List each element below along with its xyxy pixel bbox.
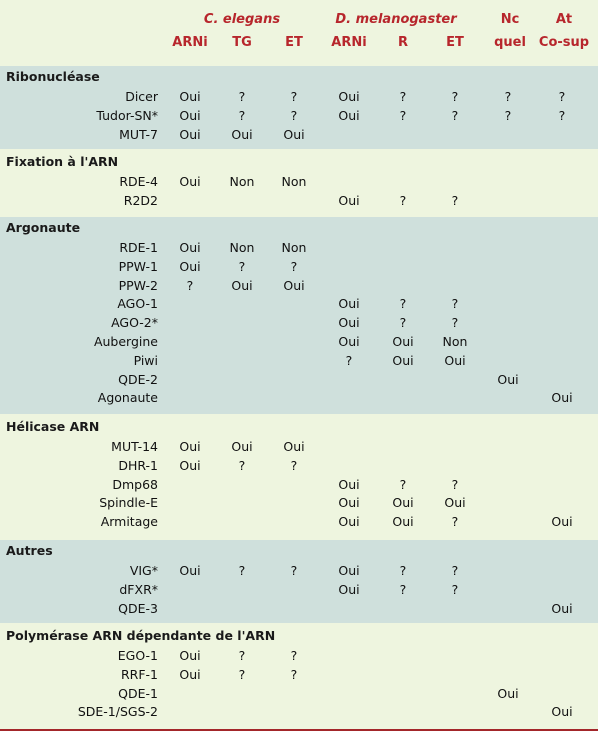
section-5: [0, 625, 598, 727]
table-cell: Oui: [551, 390, 573, 406]
table-row: [0, 88, 598, 107]
table-cell: ?: [238, 457, 246, 473]
table-cell: Oui: [338, 334, 360, 349]
table-row: [0, 600, 598, 619]
table-row: [0, 352, 598, 371]
gene-name: RDE-1: [119, 240, 158, 255]
section-title: Ribonucléase: [6, 69, 100, 84]
table-row: [0, 647, 598, 666]
table-cell: Oui: [231, 277, 253, 293]
table-cell: ?: [399, 563, 407, 578]
table-cell: Non: [442, 334, 468, 349]
section-1: [0, 151, 598, 215]
table-cell: ?: [504, 89, 512, 104]
table-cell: ?: [290, 258, 298, 274]
table-cell: ?: [399, 581, 407, 597]
table-cell: ?: [399, 476, 407, 492]
column-header-ce-tg: TG: [232, 35, 252, 50]
gene-name: Armitage: [100, 514, 158, 530]
gene-name: AGO-2*: [111, 315, 158, 331]
table-cell: Non: [281, 174, 307, 189]
table-cell: Non: [281, 240, 307, 255]
table-row: [0, 126, 598, 145]
table-cell: ?: [290, 107, 298, 123]
table-cell: ?: [451, 296, 459, 312]
gene-name: Piwi: [133, 352, 158, 368]
column-header-ce-et: ET: [285, 35, 303, 50]
table-cell: ?: [186, 277, 194, 293]
table-cell: ?: [451, 563, 459, 578]
table-cell: Oui: [392, 514, 414, 530]
table-row: [0, 295, 598, 314]
gene-name: QDE-1: [118, 685, 158, 701]
section-4: [0, 540, 598, 623]
gene-name: PPW-2: [118, 277, 158, 293]
table-row: [0, 314, 598, 333]
table-cell: ?: [290, 666, 298, 682]
table-cell: ?: [504, 107, 512, 123]
table-cell: ?: [290, 89, 298, 104]
table-cell: ?: [238, 89, 246, 104]
gene-name: Dicer: [125, 89, 158, 104]
table-cell: Oui: [231, 439, 253, 454]
table-cell: ?: [451, 192, 459, 208]
header-nc: Nc: [500, 12, 520, 27]
table-cell: Oui: [338, 514, 360, 530]
table-cell: ?: [238, 648, 246, 663]
table-cell: Oui: [179, 258, 201, 274]
gene-name: Aubergine: [93, 334, 158, 349]
table-cell: Oui: [231, 126, 253, 142]
section-title: Fixation à l'ARN: [6, 154, 119, 169]
table-cell: ?: [290, 563, 298, 578]
table-cell: ?: [399, 107, 407, 123]
table-row: [0, 703, 598, 722]
table-cell: Oui: [444, 352, 466, 368]
table-row: [0, 513, 598, 532]
table-cell: Oui: [179, 666, 201, 682]
table-cell: Oui: [283, 439, 305, 454]
table-cell: Oui: [179, 648, 201, 663]
species-d-melanogaster: D. melanogaster: [335, 12, 457, 27]
gene-name: QDE-2: [118, 371, 158, 387]
table-cell: Oui: [497, 685, 519, 701]
table-cell: Oui: [338, 563, 360, 578]
section-title: Polymérase ARN dépendante de l'ARN: [6, 628, 276, 643]
gene-name: PPW-1: [118, 258, 158, 274]
table-row: [0, 371, 598, 390]
table-row: [0, 192, 598, 211]
gene-name: Spindle-E: [99, 495, 158, 511]
table-row: [0, 562, 598, 581]
table-row: [0, 389, 598, 408]
table-cell: ?: [238, 258, 246, 274]
section-title: Argonaute: [6, 220, 81, 235]
table-cell: Oui: [179, 107, 201, 123]
species-c-elegans: C. elegans: [203, 12, 281, 27]
table-row: [0, 438, 598, 457]
section-0: [0, 66, 598, 149]
table-cell: Oui: [338, 581, 360, 597]
gene-name: R2D2: [123, 192, 158, 208]
table-cell: ?: [345, 352, 353, 368]
table-cell: Oui: [338, 495, 360, 511]
table-cell: Oui: [551, 514, 573, 530]
table-cell: Oui: [497, 371, 519, 387]
table-cell: ?: [290, 648, 298, 663]
table-cell: Oui: [338, 315, 360, 331]
table-cell: Oui: [283, 277, 305, 293]
header-nc-quel: quel: [494, 35, 526, 50]
table-row: [0, 277, 598, 296]
column-header-dm-r: R: [397, 35, 408, 50]
table-row: [0, 457, 598, 476]
gene-name: Tudor-SN*: [96, 107, 158, 123]
table-cell: Oui: [551, 704, 573, 720]
table-cell: ?: [399, 192, 407, 208]
table-cell: Oui: [392, 495, 414, 511]
table-header: [0, 0, 598, 66]
table-cell: Oui: [283, 126, 305, 142]
gene-name: SDE-1/SGS-2: [77, 704, 158, 720]
table-cell: ?: [451, 107, 459, 123]
table-row: [0, 239, 598, 258]
table-cell: ?: [451, 581, 459, 597]
table-cell: Oui: [338, 476, 360, 492]
table-row: [0, 685, 598, 704]
table-cell: ?: [238, 107, 246, 123]
table-cell: ?: [451, 315, 459, 331]
section-title: Hélicase ARN: [6, 419, 100, 434]
table-cell: Oui: [338, 192, 360, 208]
table-row: [0, 258, 598, 277]
table-cell: Oui: [179, 439, 201, 454]
table-cell: Oui: [392, 352, 414, 368]
table-cell: Oui: [179, 457, 201, 473]
section-title: Autres: [6, 543, 53, 558]
table-cell: ?: [451, 476, 459, 492]
gene-name: QDE-3: [118, 600, 158, 616]
section-3: [0, 416, 598, 538]
gene-name: dFXR*: [119, 581, 158, 597]
section-2: [0, 217, 598, 414]
table-cell: ?: [238, 563, 246, 578]
gene-name: Agonaute: [97, 390, 158, 406]
table-cell: Oui: [179, 126, 201, 142]
table-cell: Oui: [444, 495, 466, 511]
gene-name: DHR-1: [118, 457, 158, 473]
table-row: [0, 173, 598, 192]
gene-name: MUT-14: [111, 439, 158, 454]
table-cell: Oui: [179, 240, 201, 255]
gene-name: EGO-1: [117, 648, 158, 663]
header-at-cosup: Co-sup: [538, 35, 590, 50]
table-cell: ?: [558, 89, 566, 104]
table-cell: ?: [451, 89, 459, 104]
gene-name: MUT-7: [119, 126, 158, 142]
table-cell: ?: [451, 514, 459, 530]
table-cell: Oui: [179, 89, 201, 104]
table-cell: Non: [229, 174, 255, 189]
table-row: [0, 666, 598, 685]
table-cell: ?: [558, 107, 566, 123]
header-at: At: [555, 12, 573, 27]
table-row: [0, 107, 598, 126]
table-cell: ?: [399, 296, 407, 312]
column-header-dm-arni: ARNi: [331, 35, 367, 50]
table-cell: ?: [399, 315, 407, 331]
table-cell: Oui: [551, 600, 573, 616]
table-cell: ?: [238, 666, 246, 682]
table-row: [0, 476, 598, 495]
gene-name: RDE-4: [119, 174, 158, 189]
table-cell: Oui: [179, 563, 201, 578]
gene-name: VIG*: [129, 563, 158, 578]
table-cell: Oui: [338, 107, 360, 123]
table-cell: Oui: [392, 334, 414, 349]
table-row: [0, 494, 598, 513]
table-cell: Oui: [179, 174, 201, 189]
table-row: [0, 581, 598, 600]
table-row: [0, 333, 598, 352]
table-cell: Non: [229, 240, 255, 255]
table-cell: Oui: [338, 296, 360, 312]
gene-name: AGO-1: [117, 296, 158, 312]
gene-name: Dmp68: [112, 476, 158, 492]
column-header-ce-arni: ARNi: [172, 35, 208, 50]
gene-name: RRF-1: [120, 666, 158, 682]
table-cell: ?: [399, 89, 407, 104]
table-cell: ?: [290, 457, 298, 473]
column-header-dm-et: ET: [446, 35, 464, 50]
table-cell: Oui: [338, 89, 360, 104]
